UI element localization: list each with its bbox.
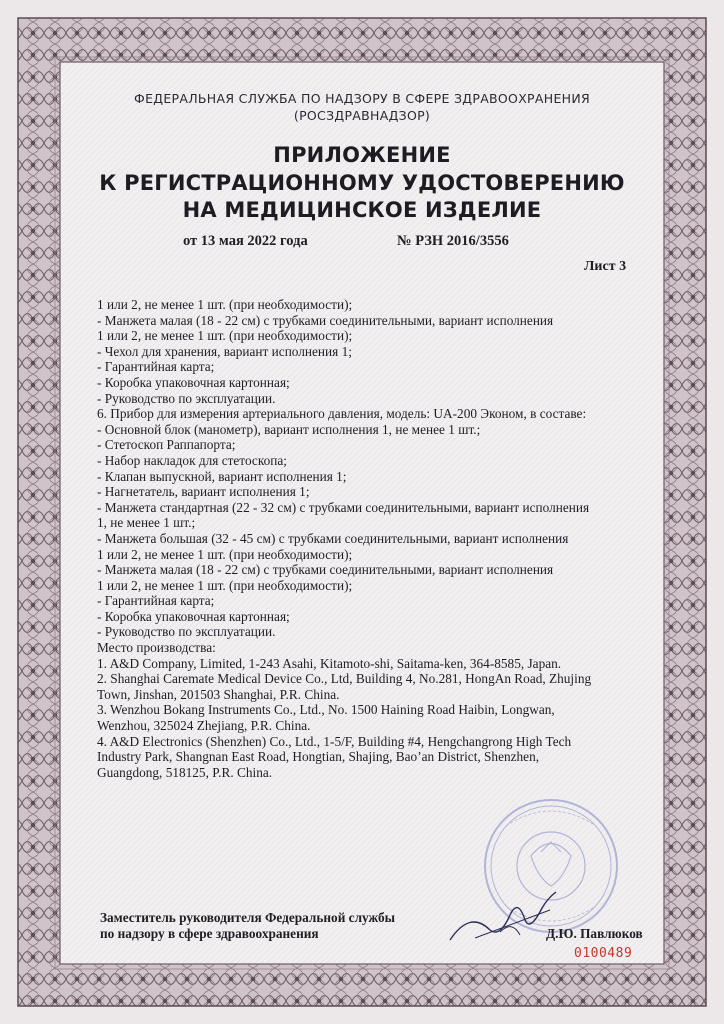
body-line: - Руководство по эксплуатации. [97, 624, 276, 640]
body-line: - Основной блок (манометр), вариант исполнения 1, не менее 1 шт.; [97, 421, 481, 437]
issue-date: от 13 мая 2022 года [183, 233, 308, 249]
body-line: - Манжета стандартная (22 - 32 см) с трубками соединительными, вариант исполнения [97, 499, 590, 515]
body-line: - Нагнетатель, вариант исполнения 1; [97, 484, 310, 500]
body-line: - Набор накладок для стетоскопа; [97, 452, 287, 468]
sheet-number: Лист 3 [584, 259, 627, 274]
body-line: - Манжета малая (18 - 22 см) с трубками соединительными, вариант исполнения [97, 312, 554, 328]
body-line: Место производства: [97, 640, 216, 656]
agency-abbreviation: (РОСЗДРАВНАДЗОР) [293, 108, 431, 123]
body-line: - Клапан выпускной, вариант исполнения 1; [97, 468, 347, 484]
body-line: Town, Jinshan, 201503 Shanghai, P.R. China. [97, 686, 340, 702]
body-line: 2. Shanghai Caremate Medical Device Co., Ltd, Building 4, No.281, HongAn Road, Zhujing [97, 671, 592, 687]
body-line: - Коробка упаковочная картонная; [97, 374, 290, 390]
signer-position-line2: по надзору в сфере здравоохранения [100, 926, 319, 941]
body-line: - Манжета большая (32 - 45 см) с трубками соединительными, вариант исполнения [97, 530, 569, 546]
serial-number: 0100489 [574, 946, 633, 961]
body-line: - Манжета малая (18 - 22 см) с трубками соединительными, вариант исполнения [97, 562, 554, 578]
body-line: - Руководство по эксплуатации. [97, 390, 276, 406]
registration-number: № РЗН 2016/3556 [397, 233, 509, 249]
body-line: 3. Wenzhou Bokang Instruments Co., Ltd., No. 1500 Haining Road Haibin, Longwan, [97, 702, 555, 718]
document-title-line2: К РЕГИСТРАЦИОННОМУ УДОСТОВЕРЕНИЮ [99, 171, 625, 195]
signer-name: Д.Ю. Павлюков [546, 926, 643, 941]
body-line: Guangdong, 518125, P.R. China. [97, 764, 273, 780]
body-line: 6. Прибор для измерения артериального давления, модель: UA-200 Эконом, в составе: [97, 406, 587, 422]
body-line: 4. A&D Electronics (Shenzhen) Co., Ltd., 1-5/F, Building #4, Hengchangrong High Tech [97, 733, 572, 749]
body-text [97, 297, 659, 780]
body-line: - Стетоскоп Раппапорта; [97, 437, 236, 453]
body-line: 1, не менее 1 шт.; [97, 515, 196, 531]
body-line: 1 или 2, не менее 1 шт. (при необходимости); [97, 297, 353, 312]
body-line: - Коробка упаковочная картонная; [97, 608, 290, 624]
body-line: - Гарантийная карта; [97, 359, 215, 375]
body-line: - Гарантийная карта; [97, 593, 215, 609]
body-line: 1 или 2, не менее 1 шт. (при необходимости); [97, 328, 353, 344]
body-line: Industry Park, Shangnan East Road, Hongtian, Shajing, Bao’an District, Shenzhen, [97, 749, 540, 765]
body-line: 1 или 2, не менее 1 шт. (при необходимости); [97, 577, 353, 593]
body-line: 1 или 2, не менее 1 шт. (при необходимости); [97, 546, 353, 562]
agency-name: ФЕДЕРАЛЬНАЯ СЛУЖБА ПО НАДЗОРУ В СФЕРЕ ЗДРАВООХРАНЕНИЯ [134, 91, 590, 106]
signer-position-line1: Заместитель руководителя Федеральной службы [100, 910, 396, 925]
body-line: Wenzhou, 325024 Zhejiang, P.R. China. [97, 718, 311, 734]
body-line: - Чехол для хранения, вариант исполнения 1; [97, 343, 352, 359]
document-title-line1: ПРИЛОЖЕНИЕ [273, 143, 451, 167]
document-title-line3: НА МЕДИЦИНСКОЕ ИЗДЕЛИЕ [182, 198, 542, 222]
body-line: 1. A&D Company, Limited, 1-243 Asahi, Kitamoto-shi, Saitama-ken, 364-8585, Japan. [97, 655, 562, 671]
